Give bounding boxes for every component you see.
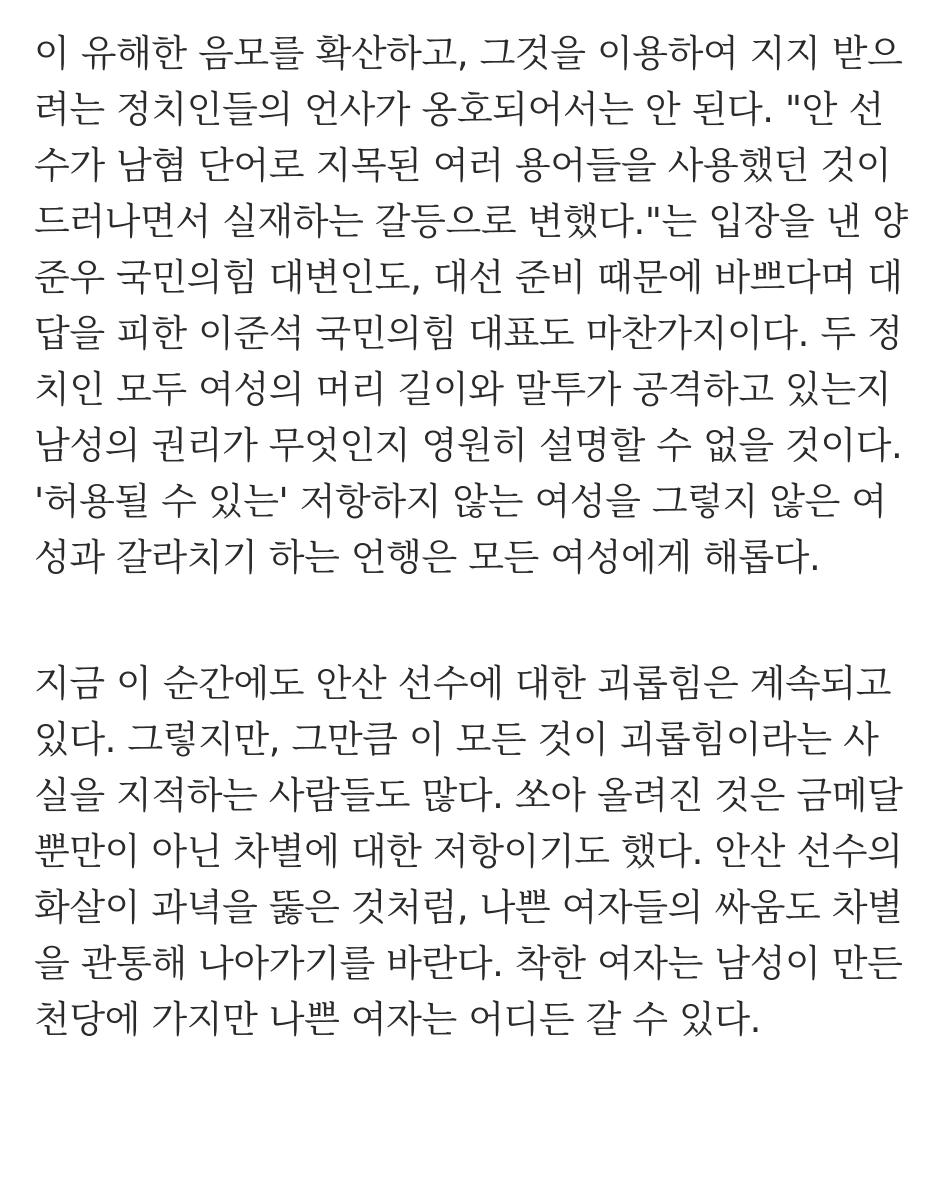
text-line: 지금 이 순간에도 안산 선수에 대한 괴롭힘은 계속되고	[34, 662, 892, 705]
text-line: 있다. 그렇지만, 그만큼 이 모든 것이 괴롭힘이라는 사	[34, 718, 879, 761]
text-line: 치인 모두 여성의 머리 길이와 말투가 공격하고 있는지	[34, 368, 892, 411]
text-line: 남성의 권리가 무엇인지 영원히 설명할 수 없을 것이다.	[34, 424, 903, 467]
text-line: 수가 남혐 단어로 지목된 여러 용어들을 사용했던 것이	[34, 144, 892, 187]
text-line: 천당에 가지만 나쁜 여자는 어디든 갈 수 있다.	[34, 998, 762, 1041]
text-line: 려는 정치인들의 언사가 옹호되어서는 안 된다. "안 선	[34, 88, 884, 131]
text-line: 답을 피한 이준석 국민의힘 대표도 마찬가지이다. 두 정	[34, 312, 903, 355]
paragraph-1	[34, 26, 924, 586]
text-line: 준우 국민의힘 대변인도, 대선 준비 때문에 바쁘다며 대	[34, 256, 903, 299]
text-line: 뿐만이 아닌 차별에 대한 저항이기도 했다. 안산 선수의	[34, 830, 903, 873]
text-line: 이 유해한 음모를 확산하고, 그것을 이용하여 지지 받으	[34, 32, 903, 75]
text-line: 드러나면서 실재하는 갈등으로 변했다."는 입장을 낸 양	[34, 200, 908, 243]
text-line: 을 관통해 나아가기를 바란다. 착한 여자는 남성이 만든	[34, 942, 903, 985]
text-line: 실을 지적하는 사람들도 많다. 쏘아 올려진 것은 금메달	[34, 774, 903, 817]
paragraph-2	[34, 656, 924, 1048]
text-line: 성과 갈라치기 하는 언행은 모든 여성에게 해롭다.	[34, 536, 821, 579]
text-line: 화살이 과녁을 뚫은 것처럼, 나쁜 여자들의 싸움도 차별	[34, 886, 903, 929]
article-body	[34, 26, 924, 1048]
text-line: '허용될 수 있는' 저항하지 않는 여성을 그렇지 않은 여	[34, 480, 887, 523]
